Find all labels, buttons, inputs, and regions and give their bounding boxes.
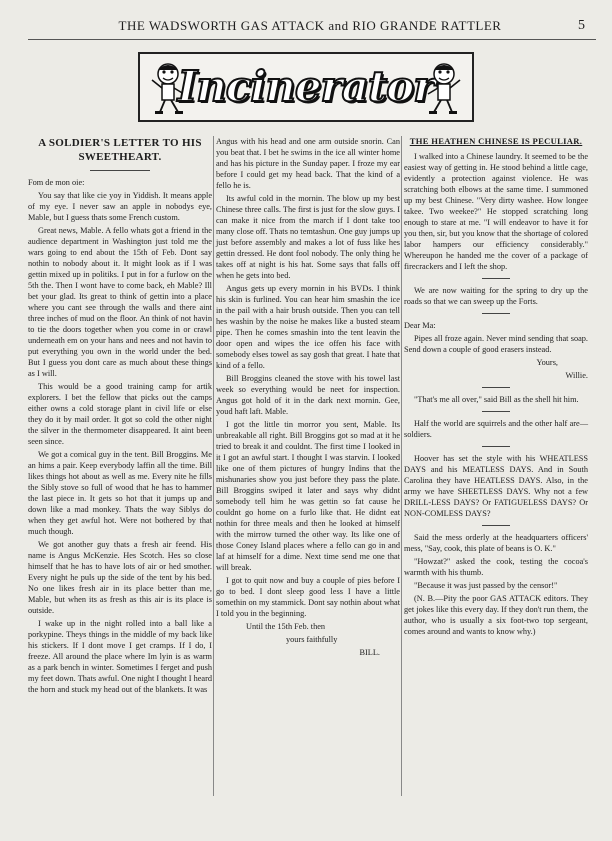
divider	[482, 313, 510, 314]
letter-paragraph: This would be a good training camp for artik explorers. I bet the fellow that picks out the camps either owns a cold storage plant in civil life or else they do it by mail order. It got so cold the other night the silver in the thermometer disappeared. It aint been seen since.	[28, 382, 212, 446]
divider	[482, 278, 510, 279]
letter-paragraph: I wake up in the night rolled into a ball like a porkypine. Theys things in the middle of my back like his stickers. If I dont move I get cramps. If I do, I freeze. All around the place where Im lyin is as warm as a park bench in winter. Sometimes I ferget and push my feet down. Thats awful. One night I thought I heard the horn and stuck my head out of the blankets. It was	[28, 619, 212, 694]
divider	[482, 387, 510, 388]
mess-paragraph: Said the mess orderly at the headquarters officers' mess, "Say, cook, this plate of beans is O. K."	[404, 533, 588, 553]
letter-paragraph: We got another guy thats a fresh air feend. His name is Angus McKenzie. Hes Scotch. Hes so close himself that he has to have lots of air or hed smother. Every night he puls up the side of the tent by his bed. No one likes fresh air in its place better than me, Mable, but when its as fresh as this air is its place is outside.	[28, 540, 212, 615]
letter-signature: BILL.	[359, 648, 380, 657]
mess-paragraph: "Howzat?" asked the cook, testing the cocoa's warmth with his thumb.	[404, 557, 588, 577]
header-rule	[28, 39, 596, 40]
column-divider	[401, 136, 402, 796]
letter-paragraph: Angus gets up every mornin in his BVDs. I think his skin is furlined. You can hear him smashin the ice in the pail with a hair brush outside. Then you can tell hes washin by the noise he makes like a busted steam pipe. Then he comes smashin into the tent leavin the door open and wipes the ice offen his face with somebody elses towel as say gosh that great. I hate that kind of a fello.	[216, 284, 400, 370]
page-number: 5	[578, 18, 585, 33]
mess-note: (N. B.—Pity the poor GAS ATTACK editors. They get jokes like this every day. If they don't run them, the author, who is usually a six foot-two top sergeant, comes around and wants to know why.)	[404, 594, 588, 636]
dear-ma-yours: Yours,	[536, 358, 558, 367]
letter-paragraph: I got to quit now and buy a couple of pies before I go to bed. I dont sleep good less I have a little somethin on my stammick. Dont say nothin about what I told you in the beginning.	[216, 576, 400, 618]
letter-paragraph: We got a comical guy in the tent. Bill Broggins. Me an hims a pair. Keep everybody laffin all the time. Bill likes things hot about as well as me. Every nite he fills the Sibly stove so full of wood that he has to hammer the last piece in. It gets so hot that it jumps up and down like a mad monkey. Thats the way Siblys do when they get awful hot. Were not bothered by that much though.	[28, 450, 212, 536]
letter-title: A SOLDIER'S LETTER TO HIS SWEETHEART.	[38, 137, 202, 163]
divider	[482, 525, 510, 526]
running-title: THE WADSWORTH GAS ATTACK and RIO GRANDE RATTLER	[118, 18, 502, 33]
cartoon-soldier-icon	[420, 60, 466, 116]
letter-paragraph: Angus with his head and one arm outside snorin. Can you beat that. I bet he swims in the ice all winter home and has his picture in the Sunday paper. I froze my ear before I could get my head back. That the kind of a fello he is.	[216, 137, 400, 190]
divider	[482, 446, 510, 447]
squirrels-paragraph: Half the world are squirrels and the other half are—soldiers.	[404, 419, 588, 439]
letter-paragraph: You say that like cie yoy in Yiddish. It means apple of my eye. I never saw an apple in nobodys eye, Mable, but I guess thats some French custom.	[28, 191, 212, 222]
incinerator-banner	[138, 52, 474, 122]
banner-title: Incinerator	[177, 61, 435, 111]
letter-paragraph: Great news, Mable. A fello whats got a friend in the audience department in Washington just told me the wars going to end about the 15th of Feb. Dont say nothin to nobody about it. It might look as if I was gettin mixed up in politiks. I put in for a furlow on the 5th the. Then I wont have to come back, eh Mable? Ill bet your glad. Its great to think of gettin into a place where you cant see through the walls and there aint three inches of mud on the floor. An think of not havin to tie the doors together when you come in or crawl underneath em on your hans and nees and not havin to put everything you own in the world under the bed. But I guess you dont care as much about these things as I will.	[28, 226, 212, 378]
spring-paragraph: We are now waiting for the spring to dry up the roads so that we can sweep up the Forts.	[404, 286, 588, 306]
column-divider	[213, 136, 214, 796]
dear-ma-paragraph: Pipes all froze again. Never mind sending that soap. Send down a couple of good erasers instead.	[404, 334, 588, 354]
letter-paragraph: I got the little tin morror you sent, Mable. Its unbreakable all right. Bill Broggins got so mad at it he tried to break it and couldnt. The first time I looked in it I got an awful start. I thought I was starvin. I looked like one of them pictures of hungry Indins that the mishunaries show you just before they pass the plate. Bill Broggins swiped it later and says why didnt somebody tell him he was gettin so fat cause he couldnt go home on a furlo like that. He didnt eat nothin for three meals and then he looked at himself with the mirrow turned the other way. Its like one of those Coney Island places where a fello can go in and laf at himself for a dime. Next time send me one that will break.	[216, 420, 400, 572]
column-1	[28, 136, 212, 697]
column-2	[216, 136, 400, 660]
hoover-paragraph: Hoover has set the style with his WHEATLESS DAYS and his MEATLESS DAYS. And in South Carolina they have HEATLESS DAYS. Also, in the army we have SHEETLESS DAYS. Why not a few DRILL-LESS DAYS? Or FATIGUELESS DAYS? Or NON-COMLESS DAYS?	[404, 454, 588, 518]
heathen-paragraph: I walked into a Chinese laundry. It seemed to be the easiest way of getting in. He stood behind a little cage, evidently a protection against violence. He was scratching both elbows at the same time. I summoned up my best Chinese. "Very dirty washee. How longee takee. Two weekee?" He stopped scratching long enough to stare at me. "I will endeavor to have it for you then, sir, but you know that the shortage of colored labor hampers our efficiency considerably." Whereupon he handed me the cover of a package of firecrackers and I left the shop.	[404, 152, 588, 271]
letter-yours: yours faithfully	[286, 635, 338, 644]
letter-salutation: Fom de mon oie:	[28, 178, 85, 187]
dear-ma-salutation: Dear Ma:	[404, 321, 436, 330]
column-3	[404, 136, 588, 639]
letter-closing: Until the 15th Feb. then	[246, 622, 326, 631]
letter-paragraph: Its awful cold in the mornin. The blow up my best Chinese three calls. The first is just for the slow guys. I can make it nice from the march if I dont take too many close off. Thats no temtashun. One guy jumps up just before assembly and makes a lot of fuss like hes gettin dressed. He dont fool nobody. The only thing he takes off at night is his hat. Some says that falls off when he gets into bed.	[216, 194, 400, 280]
heathen-title: THE HEATHEN CHINESE IS PECULIAR.	[409, 136, 583, 146]
mess-paragraph: "Because it was just passed by the censor!"	[414, 581, 558, 590]
dear-ma-signature: Willie.	[565, 371, 588, 380]
title-rule	[90, 170, 150, 171]
divider	[482, 411, 510, 412]
letter-paragraph: Bill Broggins cleaned the stove with his towel last week so everything would be neet for inspection. Angus got hold of it in the dark next mornin. Gee, youd haft laft. Mable.	[216, 374, 400, 416]
all-over-paragraph: "That's me all over," said Bill as the shell hit him.	[414, 395, 579, 404]
